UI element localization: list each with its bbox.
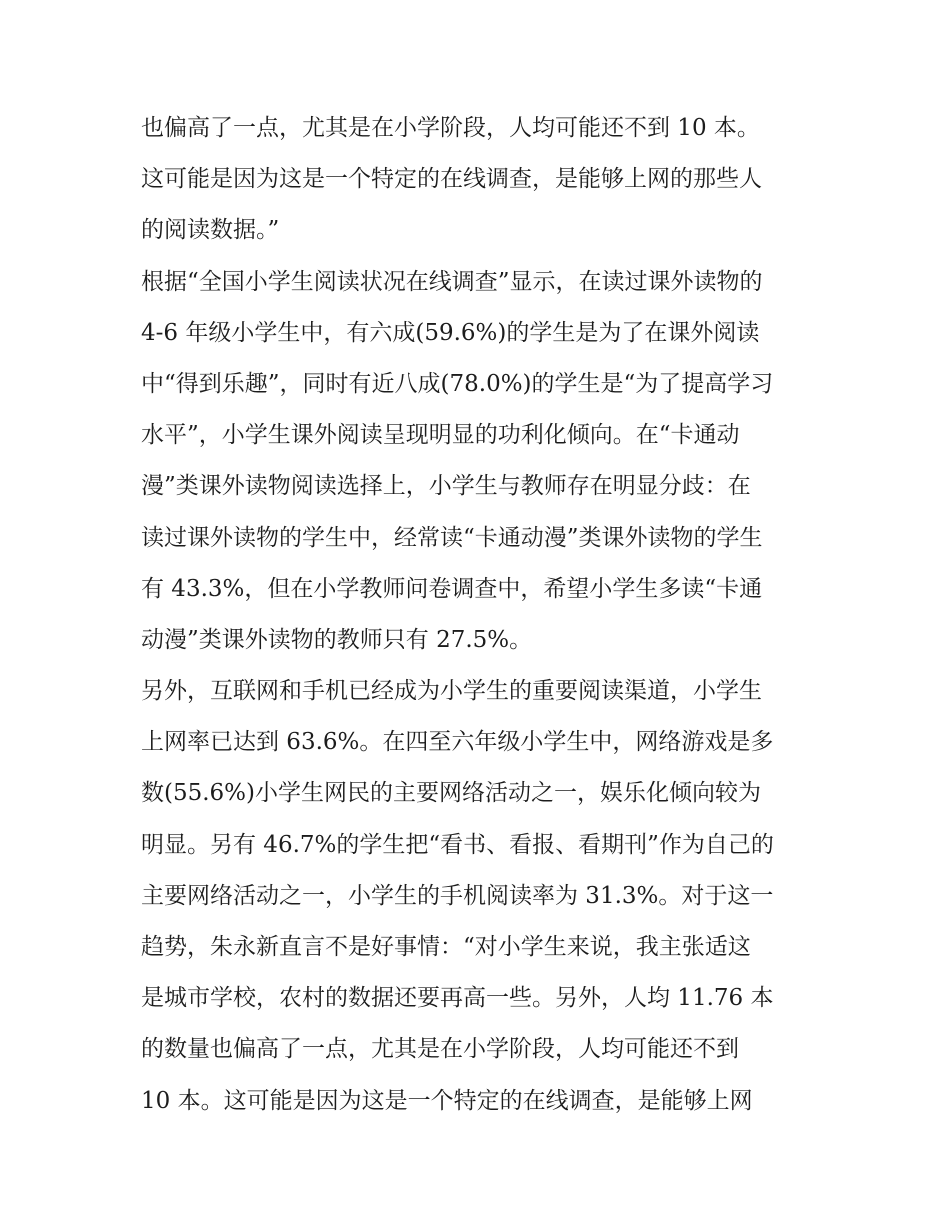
text-line: 4-6 年级小学生中，有六成(59.6%)的学生是为了在课外阅读 — [141, 319, 760, 346]
text-line: 是城市学校，农村的数据还要再高一些。另外，人均 11.76 本 — [141, 985, 774, 1012]
text-line: 漫”类课外读物阅读选择上，小学生与教师存在明显分歧：在 — [141, 473, 751, 500]
text-line: 中“得到乐趣”，同时有近八成(78.0%)的学生是“为了提高学习 — [141, 370, 774, 397]
text-line: 动漫”类课外读物的教师只有 27.5%。 — [141, 626, 533, 653]
body-text — [141, 103, 821, 1127]
text-line: 有 43.3%，但在小学教师问卷调查中，希望小学生多读“卡通 — [141, 575, 763, 602]
text-line: 主要网络活动之一，小学生的手机阅读率为 31.3%。对于这一 — [141, 882, 774, 909]
text-line: 上网率已达到 63.6%。在四至六年级小学生中，网络游戏是多 — [141, 729, 774, 756]
text-line: 数(55.6%)小学生网民的主要网络活动之一，娱乐化倾向较为 — [141, 780, 762, 807]
text-line: 的阅读数据。” — [141, 217, 280, 244]
text-line: 明显。另有 46.7%的学生把“看书、看报、看期刊”作为自己的 — [141, 831, 774, 858]
text-line: 也偏高了一点，尤其是在小学阶段，人均可能还不到 10 本。 — [141, 115, 760, 141]
text-line: 水平”，小学生课外阅读呈现明显的功利化倾向。在“卡通动 — [141, 422, 740, 449]
text-line: 的数量也偏高了一点，尤其是在小学阶段，人均可能还不到 — [141, 1036, 739, 1063]
text-line: 这可能是因为这是一个特定的在线调查，是能够上网的那些人 — [141, 166, 762, 193]
text-line: 趋势，朱永新直言不是好事情：“对小学生来说，我主张适这 — [141, 934, 751, 960]
text-line: 读过课外读物的学生中，经常读“卡通动漫”类课外读物的学生 — [141, 524, 763, 551]
text-line: 另外，互联网和手机已经成为小学生的重要阅读渠道，小学生 — [141, 678, 762, 705]
text-line: 根据“全国小学生阅读状况在线调查”显示，在读过课外读物的 — [141, 268, 763, 295]
text-line: 10 本。这可能是因为这是一个特定的在线调查，是能够上网 — [141, 1087, 753, 1114]
